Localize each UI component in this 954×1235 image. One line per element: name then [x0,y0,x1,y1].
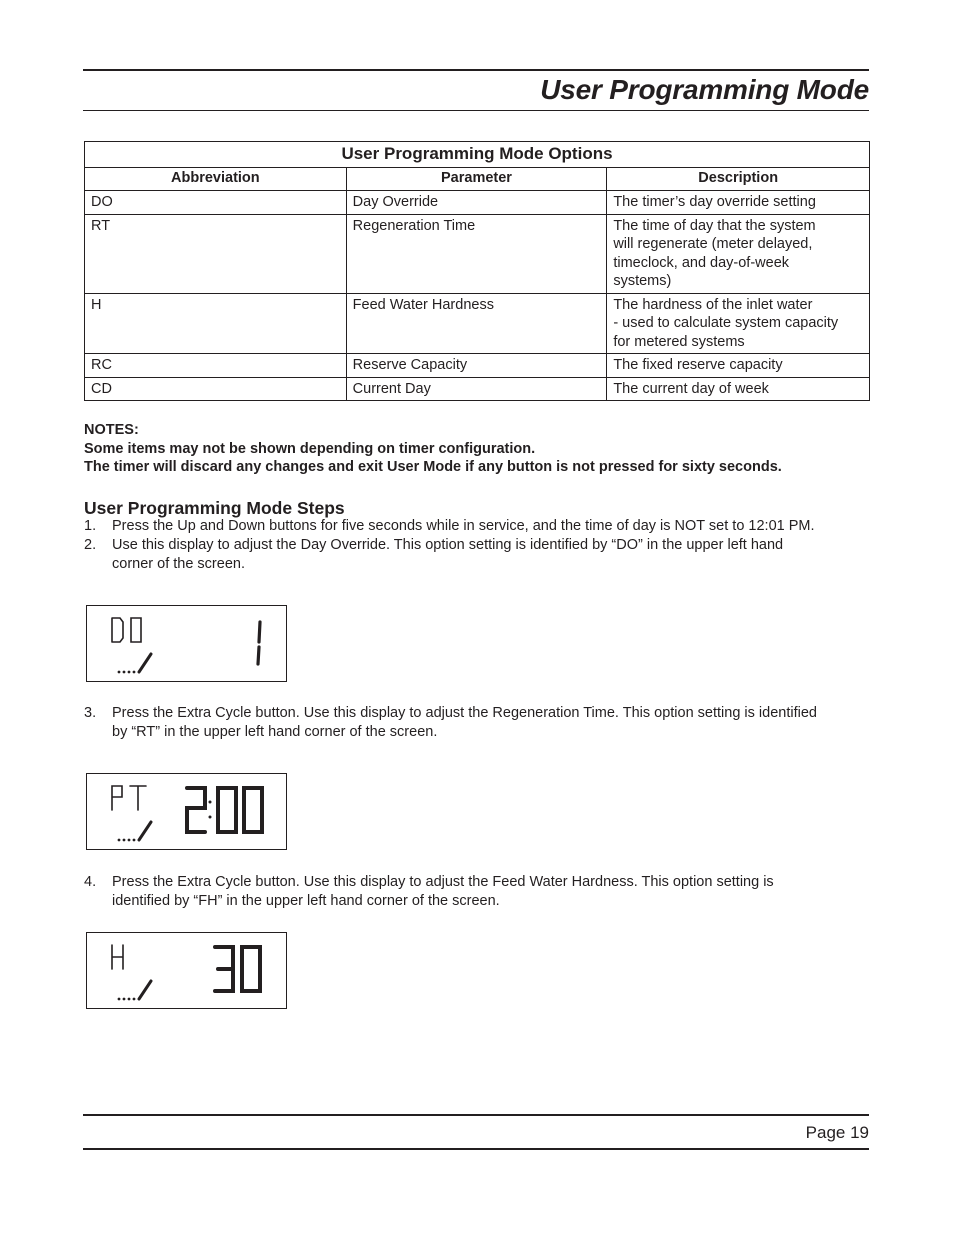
step-text-line: Press the Extra Cycle button. Use this display to adjust the Feed Water Hardness. This option setting is [112,874,774,890]
table-caption: User Programming Mode Options [85,142,870,168]
lcd-digit-2 [187,788,205,832]
lcd-value [87,933,260,991]
lcd-value [87,774,262,832]
step-text [112,873,874,911]
description-cell: The current day of week [607,377,870,401]
lcd-label [87,933,123,969]
description-line: timeclock, and day-of-week [613,254,790,271]
page-number: Page 19 [805,1123,869,1142]
options-table [84,141,870,401]
table-row [85,377,870,401]
parameter-cell: Current Day [346,377,607,401]
lcd-cursor-icon [118,822,151,841]
step-text [112,536,874,574]
parameter-cell: Regeneration Time [346,214,607,293]
lcd-char-d [112,618,123,642]
description-line: The hardness of the inlet water [613,296,813,313]
step-number: 4. [84,874,97,890]
lcd-digit-0 [244,788,262,832]
lcd-label [87,774,146,810]
lcd-char-o [131,618,141,642]
description-line: - used to calculate system capacity [613,315,839,331]
notes-heading: NOTES: [84,422,139,438]
lcd-label [87,606,141,642]
step-text-line: corner of the screen. [112,556,245,572]
note-line: The timer will discard any changes and exit User Mode if any button is not pressed for sixty seconds. [84,459,782,475]
step-item [84,536,874,574]
lcd-colon [209,801,212,804]
description-cell: The fixed reserve capacity [607,354,870,378]
abbreviation-cell: H [85,293,347,354]
abbreviation-cell: CD [85,377,347,401]
description-line: systems) [613,273,672,289]
lcd-cursor-icon [118,654,151,673]
step-number: 2. [84,537,97,553]
step-number: 1. [84,518,97,534]
abbreviation-cell: RC [85,354,347,378]
abbreviation-cell: RT [85,214,347,293]
description-line: The time of day that the system [613,217,816,234]
description-line: will regenerate (meter delayed, [613,236,813,252]
parameter-cell: Feed Water Hardness [346,293,607,354]
step-item [84,873,874,911]
step-text-line: by “RT” in the upper left hand corner of the screen. [112,724,438,740]
column-header-description: Description [607,168,870,191]
footer-top-rule [83,1114,869,1116]
lcd-value [87,606,260,664]
page-title: User Programming Mode [540,74,869,105]
step-item [84,704,874,742]
lcd-char-r [112,786,122,810]
steps-heading: User Programming Mode Steps [84,498,345,518]
lcd-screen [87,933,286,1008]
step-text-line: identified by “FH” in the upper left hand corner of the screen. [112,893,500,909]
description-cell: The timer’s day override setting [607,191,870,215]
lcd-display-regeneration-time [86,773,287,850]
table-row [85,191,870,215]
table-row [85,293,870,354]
table-row [85,214,870,293]
lcd-digit-0 [218,788,236,832]
lcd-digit-1 [258,622,260,664]
lcd-screen [87,606,286,681]
lcd-display-feed-water-hardness [86,932,287,1009]
lcd-char-h [112,945,123,969]
footer-bottom-rule [83,1148,869,1150]
lcd-digit-0 [242,947,260,991]
step-text [112,704,874,742]
lcd-cursor-icon [118,981,151,1000]
step-item [84,517,874,536]
step-text-line: Press the Extra Cycle button. Use this display to adjust the Regeneration Time. This option setting is identified [112,705,817,721]
lcd-screen [87,774,286,849]
abbreviation-cell: DO [85,191,347,215]
description-cell [607,214,870,293]
description-line: for metered systems [613,333,745,350]
parameter-cell: Day Override [346,191,607,215]
notes-block [84,421,782,477]
parameter-cell: Reserve Capacity [346,354,607,378]
header-top-rule [83,69,869,71]
column-header-abbreviation: Abbreviation [85,168,347,191]
description-cell [607,293,870,354]
lcd-display-day-override [86,605,287,682]
header-bottom-rule [83,110,869,111]
step-number: 3. [84,705,97,721]
table-row [85,354,870,378]
step-text: Press the Up and Down buttons for five seconds while in service, and the time of day is NOT set to 12:01 PM. [112,518,815,534]
note-line: Some items may not be shown depending on timer configuration. [84,440,536,457]
step-text-line: Use this display to adjust the Day Override. This option setting is identified by “DO” in the upper left hand [112,537,784,553]
lcd-char-t [130,786,146,810]
column-header-parameter: Parameter [346,168,607,191]
lcd-digit-3 [215,947,233,991]
